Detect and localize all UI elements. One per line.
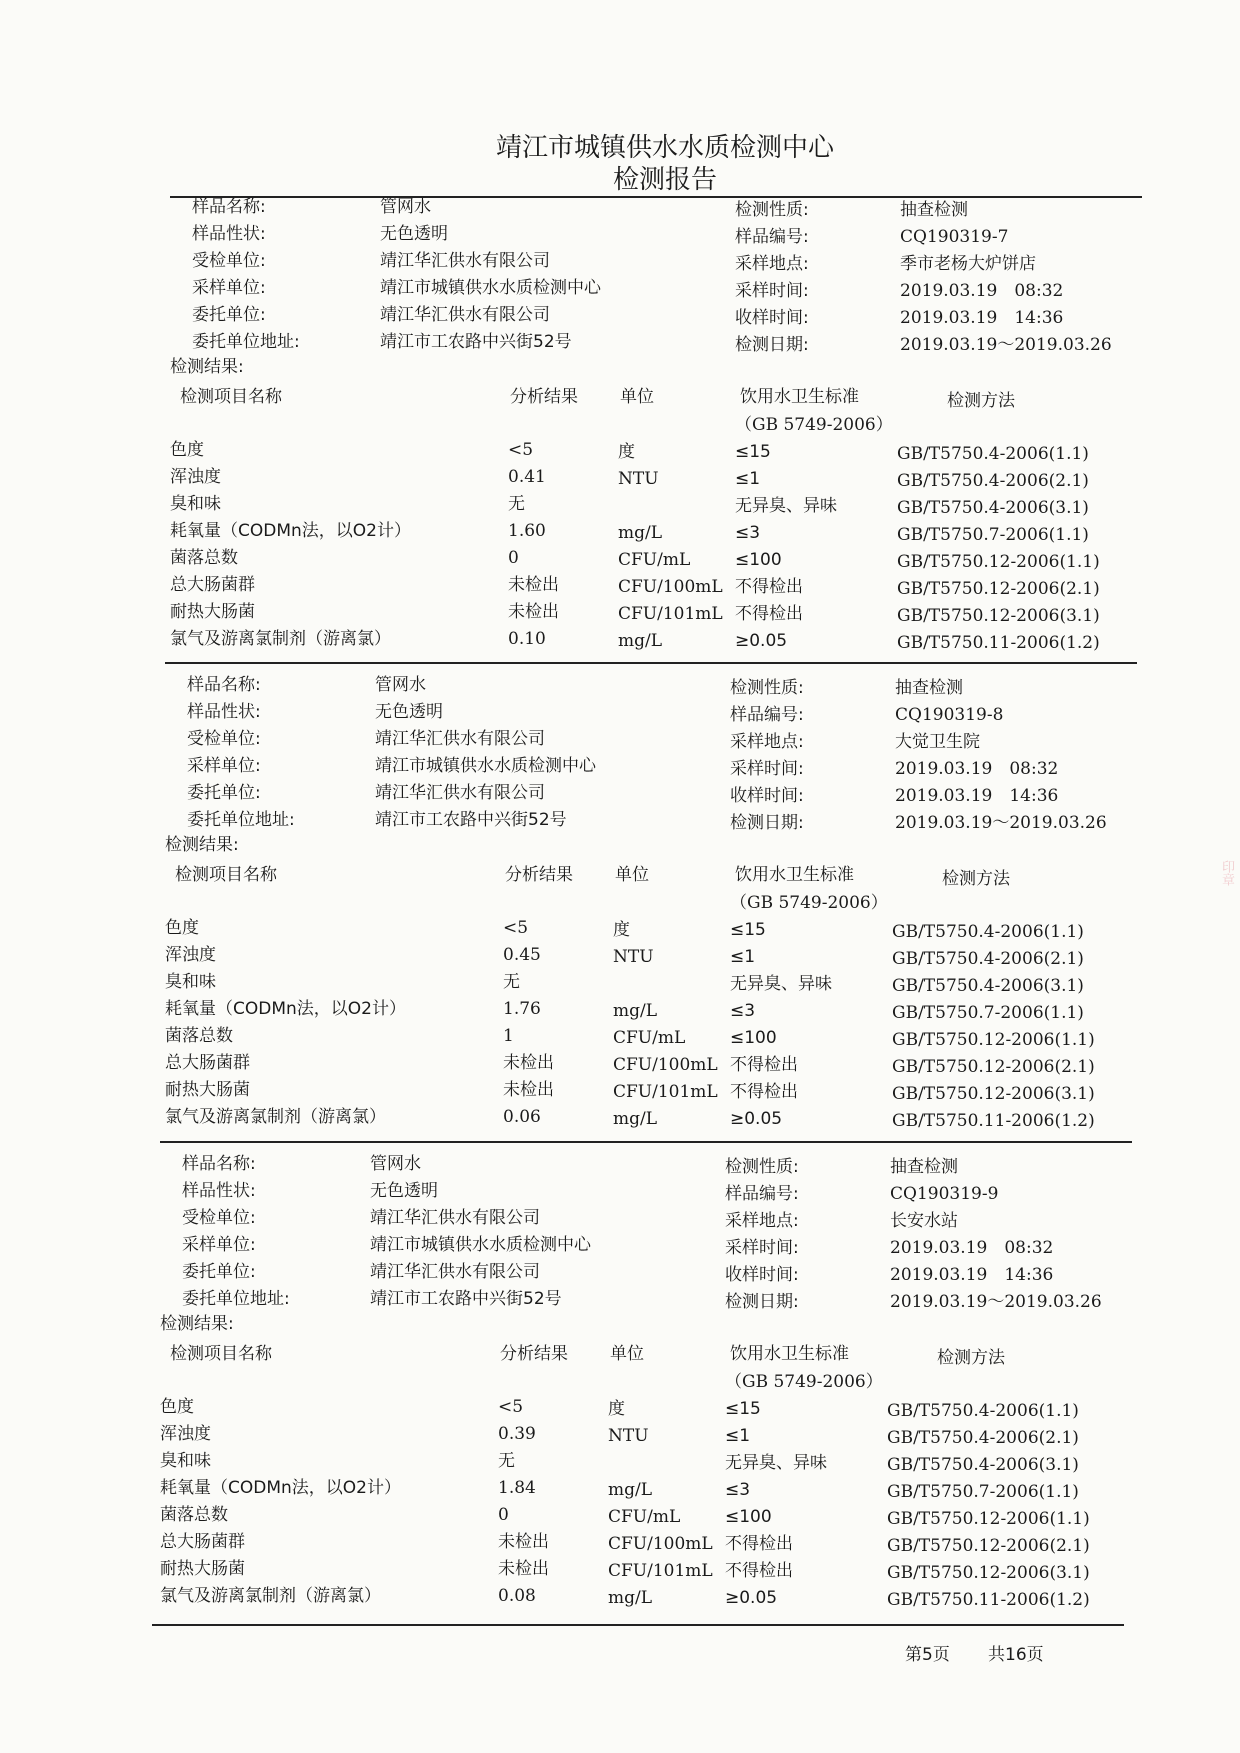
- info-label: 检测性质:: [735, 200, 809, 220]
- cell-item: 氯气及游离氯制剂（游离氯）: [160, 1586, 381, 1606]
- cell-result: 0.08: [498, 1586, 536, 1606]
- cell-unit: mg/L: [608, 1480, 653, 1500]
- column-header-standard: 饮用水卫生标准: [730, 1344, 849, 1364]
- cell-method: GB/T5750.7-2006(1.1): [897, 525, 1089, 545]
- column-header-standard-ref: （GB 5749-2006）: [725, 1372, 883, 1392]
- info-value: 抽查检测: [900, 200, 968, 220]
- cell-item: 总大肠菌群: [165, 1053, 250, 1073]
- info-value: 2019.03.19 08:32: [895, 759, 1059, 779]
- cell-method: GB/T5750.4-2006(1.1): [887, 1401, 1079, 1421]
- column-header-unit: 单位: [615, 865, 649, 885]
- info-value: 靖江市城镇供水水质检测中心: [370, 1235, 591, 1255]
- cell-item: 色度: [170, 440, 204, 460]
- cell-item: 色度: [160, 1397, 194, 1417]
- info-value: 靖江市城镇供水水质检测中心: [375, 756, 596, 776]
- cell-method: GB/T5750.11-2006(1.2): [897, 633, 1100, 653]
- info-label: 收样时间:: [730, 786, 804, 806]
- info-label: 样品名称:: [192, 197, 266, 217]
- cell-unit: 度: [608, 1399, 625, 1419]
- cell-method: GB/T5750.12-2006(2.1): [887, 1536, 1090, 1556]
- info-value: 靖江华汇供水有限公司: [375, 729, 545, 749]
- results-label: 检测结果:: [160, 1314, 234, 1334]
- info-label: 委托单位地址:: [187, 810, 295, 830]
- cell-result: 未检出: [503, 1053, 554, 1073]
- cell-standard: 不得检出: [735, 577, 803, 597]
- cell-unit: NTU: [618, 469, 659, 489]
- info-value: CQ190319-9: [890, 1184, 999, 1204]
- cell-result: 无: [503, 972, 520, 992]
- cell-result: 未检出: [508, 602, 559, 622]
- cell-standard: ≤1: [725, 1426, 751, 1446]
- cell-result: 1.60: [508, 521, 546, 541]
- cell-unit: 度: [613, 920, 630, 940]
- info-label: 委托单位:: [192, 305, 266, 325]
- info-value: 2019.03.19～2019.03.26: [895, 813, 1107, 833]
- cell-item: 色度: [165, 918, 199, 938]
- cell-item: 氯气及游离氯制剂（游离氯）: [165, 1107, 386, 1127]
- cell-result: 0.39: [498, 1424, 536, 1444]
- cell-method: GB/T5750.4-2006(3.1): [897, 498, 1089, 518]
- cell-unit: NTU: [608, 1426, 649, 1446]
- cell-item: 耗氧量（CODMn法，以O2计）: [170, 521, 411, 541]
- info-value: 长安水站: [890, 1211, 958, 1231]
- info-label: 收样时间:: [725, 1265, 799, 1285]
- column-header-method: 检测方法: [942, 869, 1010, 889]
- cell-method: GB/T5750.12-2006(1.1): [892, 1030, 1095, 1050]
- cell-standard: 不得检出: [725, 1534, 793, 1554]
- info-label: 检测日期:: [735, 335, 809, 355]
- column-header-method: 检测方法: [937, 1348, 1005, 1368]
- info-value: 无色透明: [370, 1181, 438, 1201]
- sample-section-3: [160, 1153, 1140, 1623]
- info-label: 检测性质:: [725, 1157, 799, 1177]
- cell-standard: ≥0.05: [730, 1109, 783, 1129]
- info-value: 管网水: [370, 1154, 421, 1174]
- cell-standard: 不得检出: [730, 1055, 798, 1075]
- info-label: 样品编号:: [735, 227, 809, 247]
- cell-item: 氯气及游离氯制剂（游离氯）: [170, 629, 391, 649]
- info-value: 管网水: [380, 197, 431, 217]
- column-header-method: 检测方法: [947, 391, 1015, 411]
- cell-item: 浑浊度: [165, 945, 216, 965]
- cell-item: 耐热大肠菌: [160, 1559, 245, 1579]
- column-header-item: 检测项目名称: [175, 865, 277, 885]
- info-label: 受检单位:: [192, 251, 266, 271]
- cell-standard: 无异臭、异味: [735, 496, 837, 516]
- cell-unit: mg/L: [618, 631, 663, 651]
- info-value: 2019.03.19～2019.03.26: [890, 1292, 1102, 1312]
- cell-unit: mg/L: [618, 523, 663, 543]
- cell-unit: CFU/100mL: [608, 1534, 713, 1554]
- cell-method: GB/T5750.12-2006(2.1): [892, 1057, 1095, 1077]
- cell-item: 浑浊度: [160, 1424, 211, 1444]
- cell-method: GB/T5750.4-2006(2.1): [887, 1428, 1079, 1448]
- page-number: 第5页: [905, 1645, 950, 1665]
- cell-item: 菌落总数: [160, 1505, 228, 1525]
- cell-method: GB/T5750.7-2006(1.1): [892, 1003, 1084, 1023]
- info-label: 委托单位地址:: [182, 1289, 290, 1309]
- cell-unit: CFU/mL: [608, 1507, 681, 1527]
- info-value: 靖江华汇供水有限公司: [370, 1262, 540, 1282]
- cell-standard: ≤15: [735, 442, 771, 462]
- info-label: 采样单位:: [182, 1235, 256, 1255]
- column-header-standard-ref: （GB 5749-2006）: [730, 893, 888, 913]
- column-header-item: 检测项目名称: [180, 387, 282, 407]
- info-label: 样品名称:: [187, 675, 261, 695]
- column-header-item: 检测项目名称: [170, 1344, 272, 1364]
- info-value: 2019.03.19 14:36: [890, 1265, 1054, 1285]
- cell-unit: CFU/100mL: [618, 577, 723, 597]
- cell-item: 臭和味: [165, 972, 216, 992]
- info-value: 抽查检测: [895, 678, 963, 698]
- info-value: 无色透明: [380, 224, 448, 244]
- info-value: 抽查检测: [890, 1157, 958, 1177]
- cell-method: GB/T5750.12-2006(1.1): [887, 1509, 1090, 1529]
- cell-item: 臭和味: [160, 1451, 211, 1471]
- cell-result: 0.06: [503, 1107, 541, 1127]
- cell-result: <5: [508, 440, 534, 460]
- info-value: 2019.03.19 08:32: [900, 281, 1064, 301]
- info-label: 采样时间:: [725, 1238, 799, 1258]
- info-value: CQ190319-8: [895, 705, 1004, 725]
- cell-standard: ≤1: [730, 947, 756, 967]
- cell-standard: ≤15: [725, 1399, 761, 1419]
- cell-result: <5: [498, 1397, 524, 1417]
- cell-method: GB/T5750.11-2006(1.2): [892, 1111, 1095, 1131]
- column-header-result: 分析结果: [505, 865, 573, 885]
- info-value: 无色透明: [375, 702, 443, 722]
- column-header-standard: 饮用水卫生标准: [740, 387, 859, 407]
- cell-result: 无: [508, 494, 525, 514]
- info-value: 2019.03.19 08:32: [890, 1238, 1054, 1258]
- cell-result: 0: [508, 548, 519, 568]
- cell-standard: 不得检出: [725, 1561, 793, 1581]
- cell-unit: CFU/mL: [618, 550, 691, 570]
- info-value: 靖江市工农路中兴街52号: [380, 332, 572, 352]
- cell-method: GB/T5750.7-2006(1.1): [887, 1482, 1079, 1502]
- cell-method: GB/T5750.12-2006(2.1): [897, 579, 1100, 599]
- info-label: 受检单位:: [182, 1208, 256, 1228]
- cell-method: GB/T5750.12-2006(3.1): [892, 1084, 1095, 1104]
- cell-result: 无: [498, 1451, 515, 1471]
- sample-section-2: [165, 674, 1145, 1144]
- cell-unit: CFU/101mL: [613, 1082, 718, 1102]
- info-value: 2019.03.19 14:36: [895, 786, 1059, 806]
- column-header-result: 分析结果: [500, 1344, 568, 1364]
- cell-item: 总大肠菌群: [170, 575, 255, 595]
- cell-result: 未检出: [498, 1559, 549, 1579]
- results-label: 检测结果:: [165, 835, 239, 855]
- cell-result: 1: [503, 1026, 514, 1046]
- info-label: 采样地点:: [730, 732, 804, 752]
- cell-standard: ≤3: [735, 523, 761, 543]
- column-header-unit: 单位: [610, 1344, 644, 1364]
- cell-standard: 无异臭、异味: [730, 974, 832, 994]
- cell-item: 总大肠菌群: [160, 1532, 245, 1552]
- column-header-standard-ref: （GB 5749-2006）: [735, 415, 893, 435]
- cell-item: 耐热大肠菌: [170, 602, 255, 622]
- cell-method: GB/T5750.4-2006(2.1): [892, 949, 1084, 969]
- info-label: 样品性状:: [187, 702, 261, 722]
- cell-item: 臭和味: [170, 494, 221, 514]
- cell-standard: ≤3: [725, 1480, 751, 1500]
- cell-standard: ≤3: [730, 1001, 756, 1021]
- info-value: 靖江华汇供水有限公司: [380, 305, 550, 325]
- info-label: 样品性状:: [192, 224, 266, 244]
- cell-unit: NTU: [613, 947, 654, 967]
- info-value: 2019.03.19～2019.03.26: [900, 335, 1112, 355]
- footer-rule: [152, 1624, 1124, 1626]
- cell-unit: 度: [618, 442, 635, 462]
- cell-standard: 不得检出: [730, 1082, 798, 1102]
- info-label: 委托单位地址:: [192, 332, 300, 352]
- cell-result: 未检出: [503, 1080, 554, 1100]
- info-label: 受检单位:: [187, 729, 261, 749]
- cell-unit: CFU/101mL: [618, 604, 723, 624]
- cell-method: GB/T5750.4-2006(1.1): [892, 922, 1084, 942]
- info-value: 管网水: [375, 675, 426, 695]
- info-value: 大觉卫生院: [895, 732, 980, 752]
- info-value: 2019.03.19 14:36: [900, 308, 1064, 328]
- cell-result: 0.45: [503, 945, 541, 965]
- info-value: CQ190319-7: [900, 227, 1009, 247]
- info-value: 靖江市城镇供水水质检测中心: [380, 278, 601, 298]
- info-label: 检测日期:: [725, 1292, 799, 1312]
- page-total: 共16页: [988, 1645, 1044, 1665]
- info-value: 季市老杨大炉饼店: [900, 254, 1036, 274]
- column-header-standard: 饮用水卫生标准: [735, 865, 854, 885]
- column-header-result: 分析结果: [510, 387, 578, 407]
- cell-item: 菌落总数: [170, 548, 238, 568]
- cell-standard: ≤100: [725, 1507, 772, 1527]
- info-label: 检测日期:: [730, 813, 804, 833]
- cell-item: 耗氧量（CODMn法，以O2计）: [165, 999, 406, 1019]
- info-value: 靖江华汇供水有限公司: [370, 1208, 540, 1228]
- cell-method: GB/T5750.11-2006(1.2): [887, 1590, 1090, 1610]
- info-value: 靖江市工农路中兴街52号: [375, 810, 567, 830]
- info-label: 检测性质:: [730, 678, 804, 698]
- cell-unit: CFU/101mL: [608, 1561, 713, 1581]
- cell-result: <5: [503, 918, 529, 938]
- info-label: 采样时间:: [735, 281, 809, 301]
- info-label: 委托单位:: [182, 1262, 256, 1282]
- cell-standard: ≤1: [735, 469, 761, 489]
- cell-unit: mg/L: [608, 1588, 653, 1608]
- cell-unit: mg/L: [613, 1109, 658, 1129]
- info-value: 靖江华汇供水有限公司: [380, 251, 550, 271]
- cell-standard: ≤100: [735, 550, 782, 570]
- cell-method: GB/T5750.4-2006(2.1): [897, 471, 1089, 491]
- cell-method: GB/T5750.12-2006(1.1): [897, 552, 1100, 572]
- report-header: [0, 132, 1240, 196]
- cell-standard: ≥0.05: [725, 1588, 778, 1608]
- results-label: 检测结果:: [170, 357, 244, 377]
- cell-result: 未检出: [508, 575, 559, 595]
- cell-result: 0.41: [508, 467, 546, 487]
- cell-method: GB/T5750.4-2006(3.1): [887, 1455, 1079, 1475]
- cell-standard: ≥0.05: [735, 631, 788, 651]
- cell-standard: 无异臭、异味: [725, 1453, 827, 1473]
- cell-method: GB/T5750.4-2006(3.1): [892, 976, 1084, 996]
- info-label: 委托单位:: [187, 783, 261, 803]
- org-name: 靖江市城镇供水水质检测中心: [495, 133, 834, 163]
- info-label: 采样单位:: [192, 278, 266, 298]
- sample-section-1: [170, 196, 1150, 666]
- cell-standard: ≤100: [730, 1028, 777, 1048]
- cell-standard: 不得检出: [735, 604, 803, 624]
- cell-result: 1.76: [503, 999, 541, 1019]
- info-label: 采样时间:: [730, 759, 804, 779]
- cell-result: 0.10: [508, 629, 546, 649]
- info-value: 靖江华汇供水有限公司: [375, 783, 545, 803]
- cell-standard: ≤15: [730, 920, 766, 940]
- cell-method: GB/T5750.12-2006(3.1): [897, 606, 1100, 626]
- info-label: 采样地点:: [735, 254, 809, 274]
- cell-item: 浑浊度: [170, 467, 221, 487]
- info-label: 样品性状:: [182, 1181, 256, 1201]
- info-label: 样品名称:: [182, 1154, 256, 1174]
- cell-item: 耗氧量（CODMn法，以O2计）: [160, 1478, 401, 1498]
- cell-method: GB/T5750.12-2006(3.1): [887, 1563, 1090, 1583]
- info-label: 采样地点:: [725, 1211, 799, 1231]
- info-value: 靖江市工农路中兴街52号: [370, 1289, 562, 1309]
- column-header-unit: 单位: [620, 387, 654, 407]
- info-label: 收样时间:: [735, 308, 809, 328]
- cell-result: 1.84: [498, 1478, 536, 1498]
- cell-item: 耐热大肠菌: [165, 1080, 250, 1100]
- info-label: 采样单位:: [187, 756, 261, 776]
- info-label: 样品编号:: [730, 705, 804, 725]
- report-title: 检测报告: [612, 165, 717, 195]
- seal-stamp-fragment: 印章: [1219, 860, 1234, 886]
- cell-method: GB/T5750.4-2006(1.1): [897, 444, 1089, 464]
- info-label: 样品编号:: [725, 1184, 799, 1204]
- cell-unit: mg/L: [613, 1001, 658, 1021]
- cell-result: 0: [498, 1505, 509, 1525]
- cell-unit: CFU/mL: [613, 1028, 686, 1048]
- cell-unit: CFU/100mL: [613, 1055, 718, 1075]
- cell-result: 未检出: [498, 1532, 549, 1552]
- cell-item: 菌落总数: [165, 1026, 233, 1046]
